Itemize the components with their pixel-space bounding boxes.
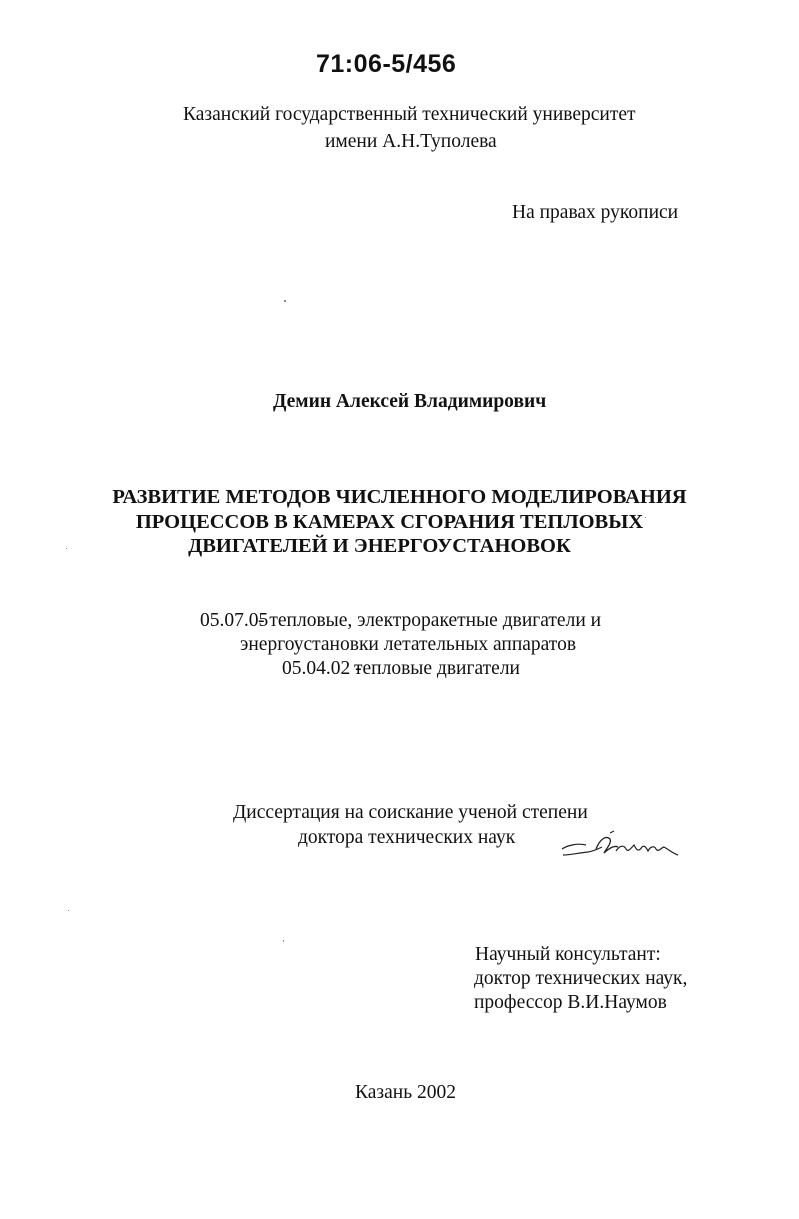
specialty-description-1-continued: энергоустановки летательных аппаратов xyxy=(240,634,577,655)
author-name: Демин Алексей Владимирович xyxy=(273,391,547,412)
scan-speck xyxy=(645,517,646,518)
degree-name: доктора технических наук xyxy=(298,827,516,848)
scan-speck xyxy=(66,548,67,549)
scan-speck xyxy=(283,940,284,942)
scan-speck xyxy=(68,910,69,911)
specialty-code-1: 05.07.05 xyxy=(200,610,269,631)
consultant-name: профессор В.И.Наумов xyxy=(474,992,667,1013)
consultant-label: Научный консультант: xyxy=(475,944,661,965)
catalog-number: 71:06-5/456 xyxy=(316,50,457,78)
rights-notice: На правах рукописи xyxy=(512,202,679,223)
thesis-title-line-2: ПРОЦЕССОВ В КАМЕРАХ СГОРАНИЯ ТЕПЛОВЫХ xyxy=(135,511,644,533)
thesis-title-line-1: РАЗВИТИЕ МЕТОДОВ ЧИСЛЕННОГО МОДЕЛИРОВАНИЯ xyxy=(112,486,687,508)
specialty-code-2: 05.04.02 - xyxy=(282,658,362,679)
consultant-degree: доктор технических наук, xyxy=(474,968,688,989)
organization-name: Казанский государственный технический университет xyxy=(183,104,636,125)
handwritten-signature xyxy=(560,825,685,867)
organization-honorific: имени А.Н.Туполева xyxy=(325,131,497,152)
city-and-year: Казань 2002 xyxy=(355,1082,456,1103)
degree-statement: Диссертация на соискание ученой степени xyxy=(233,802,588,823)
scan-speck xyxy=(284,300,286,302)
specialty-description-1: - тепловые, электроракетные двигатели и xyxy=(258,610,602,631)
specialty-description-2: тепловые двигатели xyxy=(354,658,520,679)
thesis-title-line-3: ДВИГАТЕЛЕЙ И ЭНЕРГОУСТАНОВОК xyxy=(188,535,571,557)
